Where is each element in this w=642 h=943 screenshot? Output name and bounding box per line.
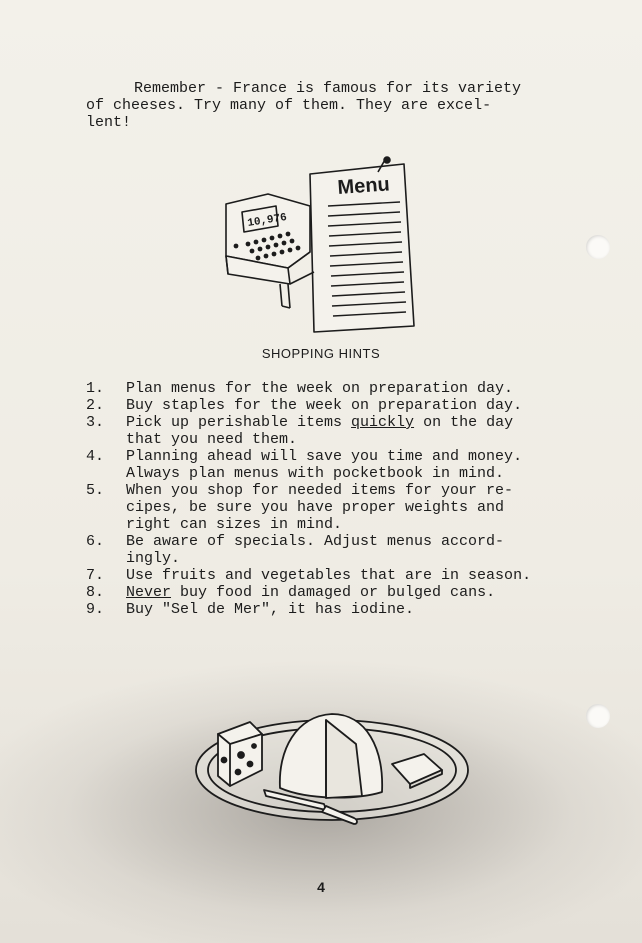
register-display-value: 10,976: [246, 211, 288, 230]
list-item-number: 4.: [86, 448, 105, 465]
list-item-text: Buy "Sel de Mer", it has iodine.: [126, 601, 415, 618]
menu-title: Menu: [336, 173, 391, 199]
list-item-text: ingly.: [126, 550, 181, 567]
list-item-text: Planning ahead will save you time and money.: [126, 448, 523, 465]
list-item-text: Plan menus for the week on preparation day.: [126, 380, 514, 397]
intro-line-2: of cheeses. Try many of them. They are excel-: [86, 97, 492, 114]
list-item-text: Use fruits and vegetables that are in season.: [126, 567, 532, 584]
list-item: [86, 601, 586, 618]
list-item: [86, 567, 586, 584]
list-item-text: right can sizes in mind.: [126, 516, 343, 533]
list-item-number: 7.: [86, 567, 105, 584]
cheese-plate-illustration: [186, 700, 472, 834]
list-item-text: Buy staples for the week on preparation day.: [126, 397, 523, 414]
list-item: [86, 584, 586, 601]
list-item-text: Be aware of specials. Adjust menus accord-: [126, 533, 505, 550]
list-item-number: 3.: [86, 414, 105, 431]
list-item-text: When you shop for needed items for your re-: [126, 482, 514, 499]
intro-line-3: lent!: [86, 114, 132, 131]
list-item-number: 8.: [86, 584, 105, 601]
intro-paragraph: [86, 80, 576, 131]
list-item-text: Always plan menus with pocketbook in mind.: [126, 465, 505, 482]
binder-hole-top: [586, 235, 610, 259]
list-item-text: that you need them.: [126, 431, 298, 448]
list-item-number: 1.: [86, 380, 105, 397]
list-item: [86, 482, 586, 533]
underlined-word: Never: [126, 584, 172, 601]
list-item-number: 2.: [86, 397, 105, 414]
list-item-text: buy food in damaged or bulged cans.: [171, 584, 496, 601]
section-heading: SHOPPING HINTS: [261, 346, 381, 361]
list-item: [86, 380, 586, 397]
intro-line-1: Remember - France is famous for its variety: [134, 80, 522, 97]
underlined-word: quickly: [351, 414, 415, 431]
list-item: [86, 414, 586, 448]
shopping-hints-list: [86, 380, 586, 618]
page-number: 4: [317, 879, 325, 895]
list-item: [86, 448, 586, 482]
list-item: [86, 397, 586, 414]
list-item-number: 6.: [86, 533, 105, 550]
list-item-text: on the day: [414, 414, 514, 431]
binder-hole-bottom: [586, 704, 610, 728]
cash-register-menu-illustration: [218, 156, 418, 338]
list-item-number: 5.: [86, 482, 105, 499]
list-item: [86, 533, 586, 567]
list-item-text: Pick up perishable items: [126, 414, 352, 431]
list-item-number: 9.: [86, 601, 105, 618]
list-item-text: cipes, be sure you have proper weights and: [126, 499, 505, 516]
